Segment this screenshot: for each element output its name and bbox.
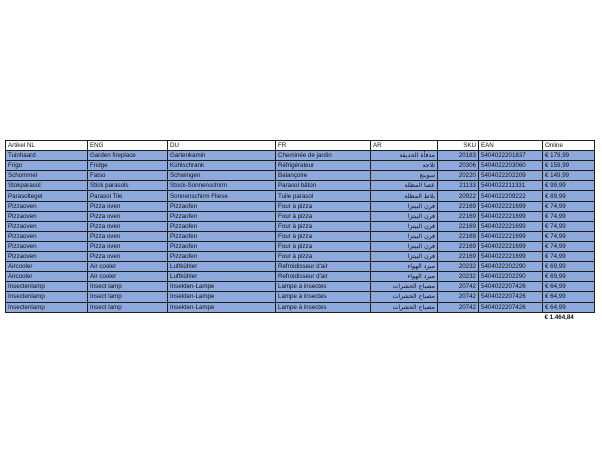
- cell-sku[interactable]: 21133: [438, 181, 479, 191]
- cell-du[interactable]: Schwingen: [168, 171, 276, 181]
- cell-eng[interactable]: Air cooler: [88, 262, 168, 272]
- cell-ar[interactable]: مصباح الحشرات: [371, 302, 438, 312]
- cell-artikel-nl[interactable]: Pizzaoven: [6, 252, 88, 262]
- cell-online[interactable]: € 64,99: [543, 282, 595, 292]
- cell-ar[interactable]: مبرد الهواء: [371, 262, 438, 272]
- cell-du[interactable]: Luftkühler: [168, 272, 276, 282]
- cell-fr[interactable]: Lampe à insectes: [276, 282, 371, 292]
- empty-cell: [438, 312, 479, 322]
- table-row: [6, 231, 595, 241]
- cell-eng[interactable]: Garden fireplace: [88, 151, 168, 161]
- cell-fr[interactable]: Cheminée de jardin: [276, 151, 371, 161]
- cell-online[interactable]: € 69,99: [543, 262, 595, 272]
- cell-fr[interactable]: Four à pizza: [276, 231, 371, 241]
- cell-sku[interactable]: 20232: [438, 262, 479, 272]
- column-header-ean[interactable]: EAN: [479, 141, 543, 151]
- cell-artikel-nl[interactable]: Frigo: [6, 161, 88, 171]
- cell-fr[interactable]: Four à pizza: [276, 221, 371, 231]
- cell-sku[interactable]: 20232: [438, 272, 479, 282]
- table-row: [6, 262, 595, 272]
- cell-ean[interactable]: 5404022221699: [479, 231, 543, 241]
- cell-sku[interactable]: 22169: [438, 241, 479, 251]
- cell-eng[interactable]: Pizza oven: [88, 221, 168, 231]
- cell-online[interactable]: € 74,99: [543, 252, 595, 262]
- table-row: [6, 171, 595, 181]
- cell-artikel-nl[interactable]: Pizzaoven: [6, 221, 88, 231]
- cell-sku[interactable]: 20306: [438, 161, 479, 171]
- cell-ar[interactable]: فرن البيتزا: [371, 252, 438, 262]
- column-header-fr[interactable]: FR: [276, 141, 371, 151]
- cell-du[interactable]: Pizzaofen: [168, 211, 276, 221]
- cell-fr[interactable]: Lampe à insectes: [276, 292, 371, 302]
- cell-du[interactable]: Luftkühler: [168, 262, 276, 272]
- table-row: [6, 302, 595, 312]
- cell-fr[interactable]: Four à pizza: [276, 201, 371, 211]
- table-row: [6, 272, 595, 282]
- cell-sku[interactable]: 20220: [438, 171, 479, 181]
- cell-fr[interactable]: Lampe à insectes: [276, 302, 371, 312]
- cell-ar[interactable]: بلاط المظلة: [371, 191, 438, 201]
- cell-artikel-nl[interactable]: Insectenlamp: [6, 302, 88, 312]
- cell-eng[interactable]: Pizza oven: [88, 231, 168, 241]
- cell-fr[interactable]: Tuile parasol: [276, 191, 371, 201]
- cell-ean[interactable]: 5404022207426: [479, 292, 543, 302]
- cell-online[interactable]: € 64,99: [543, 302, 595, 312]
- cell-ean[interactable]: 5404022209222: [479, 191, 543, 201]
- cell-online[interactable]: € 74,99: [543, 211, 595, 221]
- cell-sku[interactable]: 20922: [438, 191, 479, 201]
- table-row: [6, 252, 595, 262]
- cell-sku[interactable]: 22169: [438, 252, 479, 262]
- cell-ar[interactable]: سوينغ: [371, 171, 438, 181]
- empty-cell: [371, 312, 438, 322]
- cell-sku[interactable]: 22169: [438, 201, 479, 211]
- table-row: [6, 241, 595, 251]
- cell-du[interactable]: Pizzaofen: [168, 252, 276, 262]
- cell-sku[interactable]: 20742: [438, 292, 479, 302]
- cell-du[interactable]: Stock-Sonnenschirm: [168, 181, 276, 191]
- cell-sku[interactable]: 20742: [438, 282, 479, 292]
- cell-ean[interactable]: 5404022202290: [479, 272, 543, 282]
- cell-ean[interactable]: 5404022221699: [479, 252, 543, 262]
- cell-ar[interactable]: مبرد الهواء: [371, 272, 438, 282]
- cell-sku[interactable]: 22169: [438, 211, 479, 221]
- column-header-artikel-nl[interactable]: Artikel NL: [6, 141, 88, 151]
- cell-artikel-nl[interactable]: Insectenlamp: [6, 282, 88, 292]
- table-row: [6, 191, 595, 201]
- cell-online[interactable]: € 159,99: [543, 161, 595, 171]
- cell-ar[interactable]: مصباح الحشرات: [371, 282, 438, 292]
- cell-ar[interactable]: مصباح الحشرات: [371, 292, 438, 302]
- table-row: [6, 211, 595, 221]
- cell-ean[interactable]: 5404022211331: [479, 181, 543, 191]
- total-value[interactable]: € 1.464,84: [543, 312, 595, 322]
- cell-ean[interactable]: 5404022201837: [479, 151, 543, 161]
- cell-du[interactable]: Sonnenschirm Fliese: [168, 191, 276, 201]
- cell-ean[interactable]: 5404022221699: [479, 241, 543, 251]
- column-header-online[interactable]: Online: [543, 141, 595, 151]
- table-row: [6, 151, 595, 161]
- cell-fr[interactable]: Parasol bâton: [276, 181, 371, 191]
- cell-eng[interactable]: Pizza oven: [88, 241, 168, 251]
- cell-du[interactable]: Pizzaofen: [168, 221, 276, 231]
- cell-artikel-nl[interactable]: Aircooler: [6, 272, 88, 282]
- cell-artikel-nl[interactable]: Pizzaoven: [6, 241, 88, 251]
- cell-fr[interactable]: Balançoire: [276, 171, 371, 181]
- cell-sku[interactable]: 20742: [438, 302, 479, 312]
- cell-online[interactable]: € 179,99: [543, 151, 595, 161]
- header-row: [6, 141, 595, 151]
- cell-ar[interactable]: مدفأة الحديقة: [371, 151, 438, 161]
- cell-artikel-nl[interactable]: Tuinhaard: [6, 151, 88, 161]
- cell-ean[interactable]: 5404022207426: [479, 282, 543, 292]
- cell-artikel-nl[interactable]: Aircooler: [6, 262, 88, 272]
- cell-artikel-nl[interactable]: Pizzaoven: [6, 231, 88, 241]
- cell-eng[interactable]: Pizza oven: [88, 211, 168, 221]
- cell-ar[interactable]: عصا المظلة: [371, 181, 438, 191]
- cell-ean[interactable]: 5404022207426: [479, 302, 543, 312]
- column-header-ar[interactable]: AR: [371, 141, 438, 151]
- column-header-du[interactable]: DU: [168, 141, 276, 151]
- cell-artikel-nl[interactable]: Pizzaoven: [6, 201, 88, 211]
- cell-online[interactable]: € 64,99: [543, 292, 595, 302]
- table-row: [6, 181, 595, 191]
- cell-du[interactable]: Pizzaofen: [168, 241, 276, 251]
- cell-fr[interactable]: Réfrigérateur: [276, 161, 371, 171]
- cell-eng[interactable]: Pizza oven: [88, 201, 168, 211]
- cell-online[interactable]: € 69,99: [543, 272, 595, 282]
- cell-online[interactable]: € 74,99: [543, 201, 595, 211]
- cell-online[interactable]: € 74,99: [543, 221, 595, 231]
- column-header-eng[interactable]: ENG: [88, 141, 168, 151]
- cell-eng[interactable]: Fatso: [88, 171, 168, 181]
- cell-ean[interactable]: 5404022221699: [479, 211, 543, 221]
- cell-artikel-nl[interactable]: Pizzaoven: [6, 211, 88, 221]
- cell-fr[interactable]: Refroidisseur d'air: [276, 272, 371, 282]
- cell-online[interactable]: € 74,99: [543, 241, 595, 251]
- empty-cell: [479, 312, 543, 322]
- cell-du[interactable]: Insekten-Lampe: [168, 282, 276, 292]
- cell-eng[interactable]: Pizza oven: [88, 252, 168, 262]
- cell-online[interactable]: € 149,99: [543, 171, 595, 181]
- cell-ean[interactable]: 5404022221699: [479, 201, 543, 211]
- cell-eng[interactable]: Insect lamp: [88, 292, 168, 302]
- cell-du[interactable]: Kühlschrank: [168, 161, 276, 171]
- table-row: [6, 221, 595, 231]
- total-row: [6, 312, 595, 322]
- cell-ean[interactable]: 5404022203060: [479, 161, 543, 171]
- cell-fr[interactable]: Four à pizza: [276, 241, 371, 251]
- cell-ean[interactable]: 5404022202290: [479, 262, 543, 272]
- cell-ean[interactable]: 5404022221699: [479, 221, 543, 231]
- cell-du[interactable]: Pizzaofen: [168, 201, 276, 211]
- cell-fr[interactable]: Four à pizza: [276, 211, 371, 221]
- cell-eng[interactable]: Parasol Tile: [88, 191, 168, 201]
- product-table: [5, 140, 595, 322]
- cell-artikel-nl[interactable]: Schommel: [6, 171, 88, 181]
- table-row: [6, 201, 595, 211]
- cell-sku[interactable]: 22169: [438, 221, 479, 231]
- table-row: [6, 161, 595, 171]
- cell-eng[interactable]: Insect lamp: [88, 302, 168, 312]
- cell-ar[interactable]: فرن البيتزا: [371, 201, 438, 211]
- cell-ean[interactable]: 5404022202209: [479, 171, 543, 181]
- cell-online[interactable]: € 99,99: [543, 181, 595, 191]
- empty-cell: [88, 312, 168, 322]
- cell-eng[interactable]: Air cooler: [88, 272, 168, 282]
- cell-eng[interactable]: Stick parasols: [88, 181, 168, 191]
- cell-fr[interactable]: Refroidisseur d'air: [276, 262, 371, 272]
- cell-artikel-nl[interactable]: Parasoltegel: [6, 191, 88, 201]
- cell-du[interactable]: Insekten-Lampe: [168, 302, 276, 312]
- cell-sku[interactable]: 20183: [438, 151, 479, 161]
- cell-artikel-nl[interactable]: Insectenlamp: [6, 292, 88, 302]
- cell-artikel-nl[interactable]: Stokparasol: [6, 181, 88, 191]
- cell-du[interactable]: Pizzaofen: [168, 231, 276, 241]
- table-row: [6, 292, 595, 302]
- empty-cell: [6, 312, 88, 322]
- empty-cell: [276, 312, 371, 322]
- cell-sku[interactable]: 22169: [438, 231, 479, 241]
- table-row: [6, 282, 595, 292]
- cell-ar[interactable]: فرن البيتزا: [371, 231, 438, 241]
- cell-du[interactable]: Insekten-Lampe: [168, 292, 276, 302]
- column-header-sku[interactable]: SKU: [438, 141, 479, 151]
- cell-eng[interactable]: Fridge: [88, 161, 168, 171]
- cell-fr[interactable]: Four à pizza: [276, 252, 371, 262]
- empty-cell: [168, 312, 276, 322]
- cell-ar[interactable]: فرن البيتزا: [371, 241, 438, 251]
- cell-online[interactable]: € 89,99: [543, 191, 595, 201]
- cell-ar[interactable]: فرن البيتزا: [371, 221, 438, 231]
- cell-ar[interactable]: ثلاجة: [371, 161, 438, 171]
- cell-ar[interactable]: فرن البيتزا: [371, 211, 438, 221]
- cell-eng[interactable]: Insect lamp: [88, 282, 168, 292]
- cell-du[interactable]: Gartenkamin: [168, 151, 276, 161]
- cell-online[interactable]: € 74,99: [543, 231, 595, 241]
